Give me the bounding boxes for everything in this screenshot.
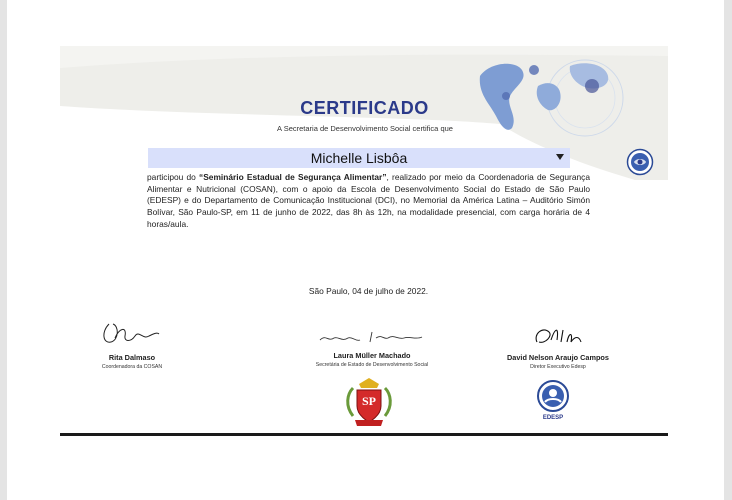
handwritten-signature: [523, 322, 593, 348]
certificate-body: [147, 172, 590, 231]
certificate-subtitle: A Secretaria de Desenvolvimento Social certifica que: [277, 124, 453, 133]
svg-text:SP: SP: [361, 394, 377, 408]
recipient-name-select[interactable]: [148, 148, 570, 168]
sao-paulo-seal-logo: [343, 376, 395, 428]
signatory-name: Rita Dalmaso: [108, 353, 156, 362]
certificate-title: CERTIFICADO: [300, 98, 429, 118]
chevron-down-icon[interactable]: [556, 154, 564, 160]
issue-date: São Paulo, 04 de julho de 2022.: [308, 286, 429, 296]
document-page: [7, 0, 724, 500]
signatory-name: Laura Müller Machado: [333, 351, 411, 360]
globe-badge-icon: [626, 148, 654, 176]
signature-block-3: [488, 322, 628, 370]
signatory-role: Diretor Executivo Edesp: [530, 364, 586, 370]
signatory-name: David Nelson Araujo Campos: [507, 353, 609, 362]
signature-block-1: [90, 318, 174, 370]
signatory-role: Secretária de Estado de Desenvolvimento Social: [315, 362, 429, 368]
handwritten-signature: [312, 328, 432, 346]
recipient-name: Michelle Lisbôa: [310, 150, 408, 166]
body-prefix: participou do: [147, 172, 200, 182]
bottom-rule: [60, 433, 668, 436]
handwritten-signature: [97, 318, 167, 348]
certificate: [60, 46, 668, 436]
edesp-logo: [536, 380, 570, 422]
event-name: “Seminário Estadual de Segurança Alimentar”: [199, 172, 387, 182]
body-rest: , realizado por meio da Coordenadoria de Segurança Alimentar e Nutricional (COSAN), com o apoio da Escola de Desenvolvimento Social do Estado de São Paulo (EDESP) e do Departamento de Comunicação Institucional (DCI), no Memorial da América Latina – Auditório Simón Bolívar, São Paulo-SP, em 11 de junho de 2022, das 8h às 12h, na modalidade presencial, com carga horária de 4 horas/aula.: [147, 172, 591, 229]
signature-block-2: [297, 328, 447, 368]
svg-text:EDESP: EDESP: [542, 415, 564, 421]
signatory-role: Coordenadora da COSAN: [101, 364, 163, 370]
